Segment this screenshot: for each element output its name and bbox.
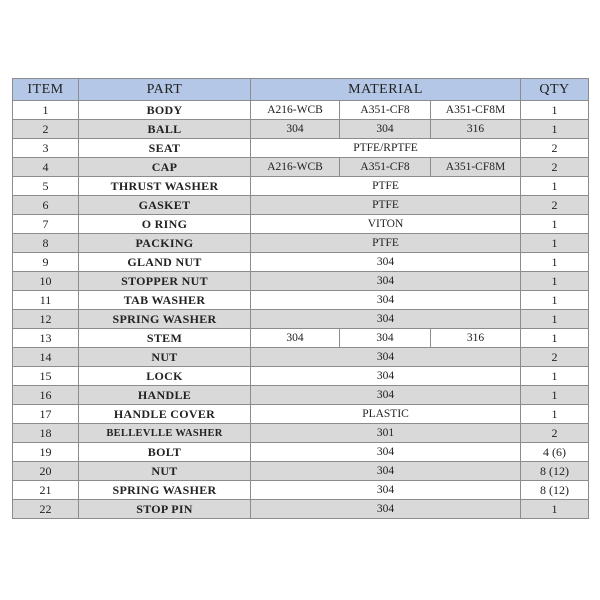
part-name-cell: HANDLE COVER <box>79 405 251 424</box>
header-row <box>13 79 589 101</box>
table-row <box>13 348 589 367</box>
part-name-cell: STOPPER NUT <box>79 272 251 291</box>
quantity-cell: 1 <box>521 177 589 196</box>
table-row <box>13 462 589 481</box>
material-cell: 304 <box>251 348 521 367</box>
material-cell: PTFE/RPTFE <box>251 139 521 158</box>
material-cell: 304 <box>251 291 521 310</box>
header-part: PART <box>79 79 251 101</box>
item-number-cell: 1 <box>13 101 79 120</box>
quantity-cell: 1 <box>521 291 589 310</box>
table-row <box>13 424 589 443</box>
item-number-cell: 11 <box>13 291 79 310</box>
item-number-cell: 3 <box>13 139 79 158</box>
material-cell: A351-CF8 <box>340 158 431 177</box>
quantity-cell: 1 <box>521 386 589 405</box>
material-cell: 304 <box>251 500 521 519</box>
item-number-cell: 18 <box>13 424 79 443</box>
material-cell: A351-CF8 <box>340 101 431 120</box>
material-cell: A216-WCB <box>251 101 340 120</box>
material-cell: 304 <box>340 329 431 348</box>
part-name-cell: STOP PIN <box>79 500 251 519</box>
header-qty: QTY <box>521 79 589 101</box>
table-row <box>13 386 589 405</box>
quantity-cell: 2 <box>521 424 589 443</box>
table-row <box>13 101 589 120</box>
part-name-cell: CAP <box>79 158 251 177</box>
material-cell: PTFE <box>251 196 521 215</box>
quantity-cell: 1 <box>521 120 589 139</box>
material-cell: 304 <box>251 367 521 386</box>
material-cell: PTFE <box>251 177 521 196</box>
item-number-cell: 10 <box>13 272 79 291</box>
material-cell: A351-CF8M <box>431 101 521 120</box>
table-row <box>13 158 589 177</box>
material-cell: PTFE <box>251 234 521 253</box>
material-cell: 304 <box>251 443 521 462</box>
item-number-cell: 9 <box>13 253 79 272</box>
item-number-cell: 22 <box>13 500 79 519</box>
quantity-cell: 2 <box>521 139 589 158</box>
part-name-cell: LOCK <box>79 367 251 386</box>
item-number-cell: 4 <box>13 158 79 177</box>
item-number-cell: 6 <box>13 196 79 215</box>
bill-of-materials-table <box>12 78 589 519</box>
quantity-cell: 1 <box>521 234 589 253</box>
quantity-cell: 1 <box>521 367 589 386</box>
part-name-cell: SPRING WASHER <box>79 310 251 329</box>
table-row <box>13 196 589 215</box>
table-row <box>13 500 589 519</box>
material-cell: A351-CF8M <box>431 158 521 177</box>
part-name-cell: STEM <box>79 329 251 348</box>
quantity-cell: 1 <box>521 101 589 120</box>
part-name-cell: O RING <box>79 215 251 234</box>
material-cell: 304 <box>251 329 340 348</box>
material-cell: 304 <box>251 120 340 139</box>
table-row <box>13 139 589 158</box>
material-cell: 304 <box>251 272 521 291</box>
table-row <box>13 367 589 386</box>
item-number-cell: 8 <box>13 234 79 253</box>
material-cell: 301 <box>251 424 521 443</box>
material-cell: 304 <box>251 386 521 405</box>
part-name-cell: NUT <box>79 462 251 481</box>
item-number-cell: 12 <box>13 310 79 329</box>
table-row <box>13 272 589 291</box>
quantity-cell: 1 <box>521 272 589 291</box>
part-name-cell: PACKING <box>79 234 251 253</box>
quantity-cell: 2 <box>521 196 589 215</box>
material-cell: 304 <box>251 462 521 481</box>
part-name-cell: BALL <box>79 120 251 139</box>
table-row <box>13 291 589 310</box>
item-number-cell: 21 <box>13 481 79 500</box>
quantity-cell: 1 <box>521 500 589 519</box>
part-name-cell: NUT <box>79 348 251 367</box>
material-cell: 316 <box>431 120 521 139</box>
material-cell: 304 <box>251 253 521 272</box>
item-number-cell: 16 <box>13 386 79 405</box>
material-cell: 304 <box>340 120 431 139</box>
quantity-cell: 2 <box>521 158 589 177</box>
quantity-cell: 8 (12) <box>521 462 589 481</box>
material-cell: 316 <box>431 329 521 348</box>
table-row <box>13 329 589 348</box>
item-number-cell: 19 <box>13 443 79 462</box>
material-cell: PLASTIC <box>251 405 521 424</box>
material-cell: 304 <box>251 310 521 329</box>
part-name-cell: GLAND NUT <box>79 253 251 272</box>
table-row <box>13 215 589 234</box>
item-number-cell: 14 <box>13 348 79 367</box>
table-body <box>13 101 589 519</box>
material-cell: 304 <box>251 481 521 500</box>
part-name-cell: GASKET <box>79 196 251 215</box>
table-row <box>13 253 589 272</box>
material-cell: A216-WCB <box>251 158 340 177</box>
table-row <box>13 405 589 424</box>
header-material: MATERIAL <box>251 79 521 101</box>
item-number-cell: 17 <box>13 405 79 424</box>
part-name-cell: BELLEVLLE WASHER <box>79 424 251 443</box>
quantity-cell: 1 <box>521 310 589 329</box>
item-number-cell: 20 <box>13 462 79 481</box>
table-row <box>13 120 589 139</box>
quantity-cell: 1 <box>521 215 589 234</box>
quantity-cell: 8 (12) <box>521 481 589 500</box>
item-number-cell: 7 <box>13 215 79 234</box>
table-row <box>13 443 589 462</box>
table-row <box>13 481 589 500</box>
quantity-cell: 4 (6) <box>521 443 589 462</box>
quantity-cell: 1 <box>521 253 589 272</box>
item-number-cell: 2 <box>13 120 79 139</box>
item-number-cell: 13 <box>13 329 79 348</box>
part-name-cell: BOLT <box>79 443 251 462</box>
quantity-cell: 2 <box>521 348 589 367</box>
part-name-cell: BODY <box>79 101 251 120</box>
quantity-cell: 1 <box>521 329 589 348</box>
part-name-cell: SEAT <box>79 139 251 158</box>
table-row <box>13 234 589 253</box>
table-row <box>13 310 589 329</box>
header-item: ITEM <box>13 79 79 101</box>
part-name-cell: TAB WASHER <box>79 291 251 310</box>
part-name-cell: THRUST WASHER <box>79 177 251 196</box>
part-name-cell: HANDLE <box>79 386 251 405</box>
quantity-cell: 1 <box>521 405 589 424</box>
table-row <box>13 177 589 196</box>
part-name-cell: SPRING WASHER <box>79 481 251 500</box>
material-cell: VITON <box>251 215 521 234</box>
item-number-cell: 5 <box>13 177 79 196</box>
item-number-cell: 15 <box>13 367 79 386</box>
